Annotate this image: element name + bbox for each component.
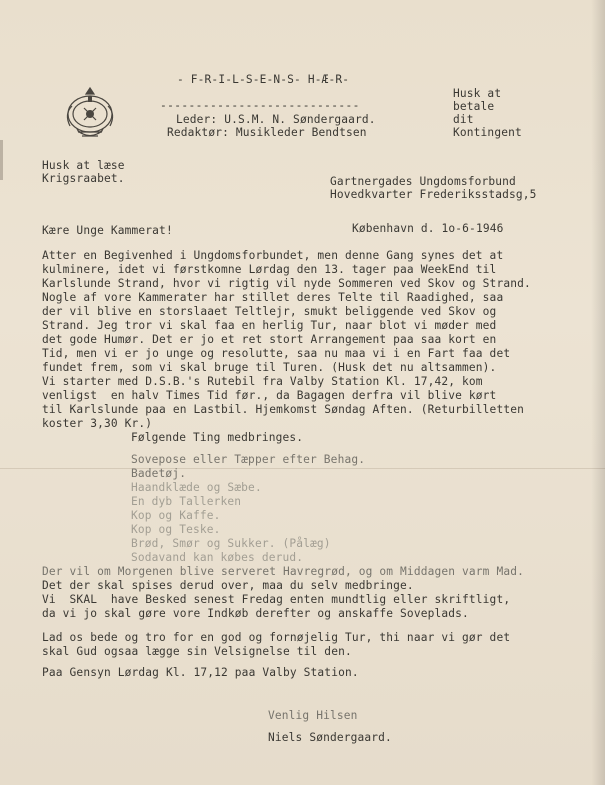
list-item: Kop og Kaffe.: [131, 509, 221, 522]
address-line-1: Gartnergades Ungdomsforbund: [330, 175, 516, 188]
list-item: Brød, Smør og Sukker. (Pålæg): [131, 537, 331, 550]
blessing-line: Lad os bede og tro for en god og fornøjelig Tur, thi naar vi gør det: [42, 631, 511, 644]
body-line: Vi starter med D.S.B.'s Rutebil fra Valby Station Kl. 17,42, kom: [42, 375, 483, 388]
body-line: kulminere, idet vi førstkomne Lørdag den 13. tager paa WeekEnd til: [42, 263, 497, 276]
body-line: Tid, men vi er jo unge og resolutte, saa nu maa vi i en Fart faa det: [42, 347, 511, 360]
list-item: Haandklæde og Sæbe.: [131, 481, 262, 494]
editor-line: Redaktør: Musikleder Bendtsen: [167, 126, 367, 139]
body-line: venligst en halv Times Tid før., da Bagagen derfra vil blive kørt: [42, 389, 497, 402]
body-line: Nogle af vore Kammerater har stillet deres Telte til Raadighed, saa: [42, 291, 504, 304]
body-line: til Karlslunde paa en Lastbil. Hjemkomst Søndag Aften. (Returbilletten: [42, 403, 524, 416]
closing-line: da vi jo skal gøre vore Indkøb derefter og anskaffe Soveplads.: [42, 607, 469, 620]
list-intro: Følgende Ting medbringes.: [131, 431, 304, 444]
list-item: Badetøj.: [131, 467, 187, 480]
fold-crease: [0, 468, 605, 469]
leader-line: Leder: U.S.M. N. Søndergaard.: [176, 113, 376, 126]
closing-line: Vi SKAL have Besked senest Fredag enten mundtlig eller skriftligt,: [42, 593, 511, 606]
body-line: koster 3,30 Kr.): [42, 417, 153, 430]
reminder-left-line-2: Krigsraabet.: [42, 172, 125, 185]
letterhead-rule: ----------------------------: [160, 99, 360, 112]
farewell-line: Paa Gensyn Lørdag Kl. 17,12 paa Valby Station.: [42, 666, 359, 679]
closing-line: Det der skal spises derud over, maa du selv medbringe.: [42, 579, 414, 592]
list-item: Kop og Teske.: [131, 523, 221, 536]
salutation: Kære Unge Kammerat!: [42, 224, 173, 237]
signoff: Venlig Hilsen: [268, 709, 358, 722]
body-line: Atter en Begivenhed i Ungdomsforbundet, men denne Gang synes det at: [42, 249, 504, 262]
reminder-right-line-1: Husk at: [453, 87, 502, 100]
binding-mark: [0, 140, 3, 180]
letterhead-title: - F-R-I-L-S-E-N-S- H-Æ-R-: [177, 73, 350, 86]
reminder-right-line-4: Kontingent: [453, 126, 522, 139]
reminder-left-line-1: Husk at læse: [42, 159, 125, 172]
blessing-line: skal Gud ogsaa lægge sin Velsignelse til den.: [42, 645, 352, 658]
reminder-right-line-2: betale: [453, 100, 495, 113]
salvation-army-crest-icon: [58, 82, 122, 146]
list-item: Sovepose eller Tæpper efter Behag.: [131, 453, 366, 466]
address-line-2: Hovedkvarter Frederiksstadsg,5: [330, 188, 537, 201]
list-item: En dyb Tallerken: [131, 495, 242, 508]
letter-date: København d. 1o-6-1946: [352, 222, 504, 235]
reminder-right-line-3: dit: [453, 113, 474, 126]
body-line: det gode Humør. Det er jo et ret stort Arrangement paa saa kort en: [42, 333, 497, 346]
body-line: Karlslunde Strand, hvor vi rigtig vil nyde Sommeren ved Skov og Strand.: [42, 277, 531, 290]
page-edge-shadow: [591, 0, 605, 785]
signature: Niels Søndergaard.: [268, 731, 392, 744]
list-item: Sodavand kan købes derud.: [131, 551, 304, 564]
body-line: Strand. Jeg tror vi skal faa en herlig Tur, naar blot vi møder med: [42, 319, 497, 332]
closing-line: Der vil om Morgenen blive serveret Havregrød, og om Middagen varm Mad.: [42, 565, 524, 578]
body-line: der vil blive en storslaaet Teltlejr, smukt beliggende ved Skov og: [42, 305, 497, 318]
body-line: fundet frem, som vi skal bruge til Turen. (Husk det nu altsammen).: [42, 361, 497, 374]
